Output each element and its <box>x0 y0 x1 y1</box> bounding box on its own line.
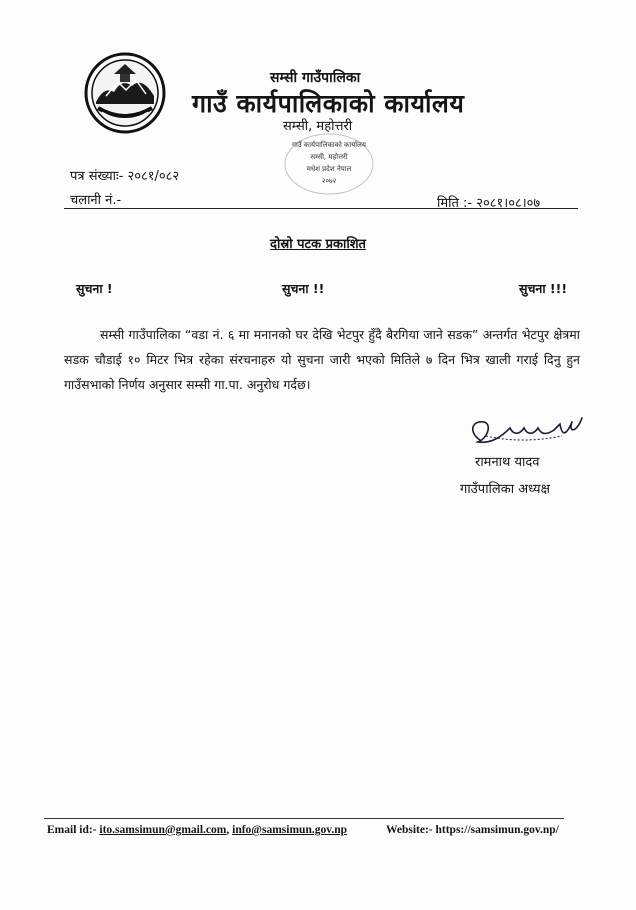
letter-date: मिति :- २०८१।०८।०७ <box>437 196 541 211</box>
notice-label-3: सुचना !!! <box>519 281 568 296</box>
signatory-name: रामनाथ यादव <box>475 455 540 470</box>
stamp-line-1: गाउँ कार्यपालिकाको कार्यालय <box>292 141 366 149</box>
letter-number: पत्र संख्याः- २०८१/०८२ <box>70 169 180 184</box>
nepal-emblem-logo <box>84 52 166 134</box>
footer-website[interactable]: Website:- https://samsimun.gov.np/ <box>386 824 559 836</box>
office-address: सम्सी, महोत्तरी <box>283 119 353 134</box>
footer-divider <box>44 818 564 819</box>
signatory-title: गाउँपालिका अध्यक्ष <box>460 482 550 497</box>
footer-email <box>47 824 347 836</box>
email-separator: , <box>226 824 230 836</box>
office-stamp <box>281 131 377 197</box>
email-link-2[interactable]: info@samsimun.gov.np <box>232 824 347 836</box>
email-label: Email id:- <box>47 824 97 836</box>
signature <box>462 406 590 454</box>
stamp-line-2: सम्सी, महोत्तरी <box>310 153 348 161</box>
stamp-line-3: मधेश प्रदेश नेपाल <box>306 165 352 173</box>
office-title: गाउँ कार्यपालिकाको कार्यालय <box>192 89 465 118</box>
header-divider <box>64 208 578 209</box>
notice-label-1: सुचना ! <box>76 281 113 296</box>
publication-text: दोस्रो पटक प्रकाशित <box>270 237 366 252</box>
notice-label-2: सुचना !! <box>282 281 325 296</box>
municipality-name: सम्सी गाउँपालिका <box>270 70 361 86</box>
publication-heading <box>0 234 636 252</box>
email-link-1[interactable]: ito.samsimun@gmail.com <box>99 824 227 836</box>
dispatch-number: चलानी नं.- <box>70 193 122 208</box>
stamp-line-4: २०७२ <box>321 177 337 185</box>
notice-body: सम्सी गाउँपालिका “वडा नं. ६ मा मनानको घर देखि भेटपुर हुँदै बैरगिया जाने सडक” अन्तर्गत भेटपुर क्षेत्रमा सडक चौडाई १० मिटर भित्र रहेका संरचनाहरु यो सुचना जारी भएको मितिले ७ दिन भित्र खाली गराई दिनु हुन गाउँसभाको निर्णय अनुसार सम्सी गा.पा. अनुरोध गर्दछ। <box>64 327 580 392</box>
